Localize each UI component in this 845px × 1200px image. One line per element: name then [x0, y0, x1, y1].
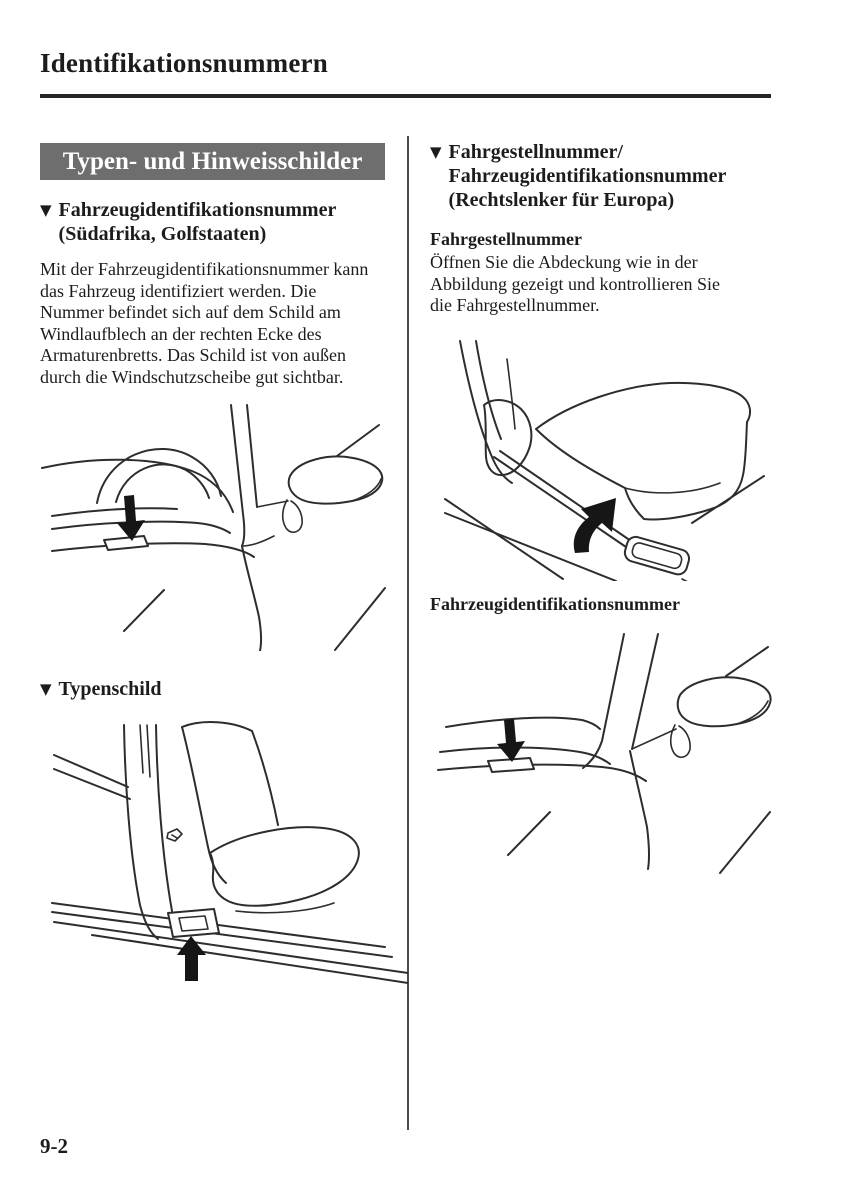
cover-plate [623, 535, 691, 577]
triangle-marker-icon: ▼ [40, 201, 52, 219]
vin-windshield-drawing [40, 399, 405, 651]
figure-fahrgestellnummer-seat [430, 333, 794, 581]
seat-cushion [536, 383, 750, 520]
door-striker [167, 829, 182, 841]
page-title: Identifikationsnummern [40, 48, 328, 78]
heading-typenschild [40, 677, 396, 701]
a-pillar [231, 405, 244, 546]
figure-typenschild-sill [40, 715, 396, 987]
type-plate [168, 909, 219, 937]
paragraph-line: Armaturenbretts. Das Schild ist von außen [40, 345, 346, 366]
paragraph-line: Windlaufblech an der rechten Ecke des [40, 323, 322, 344]
heading-line: (Rechtslenker für Europa) [448, 189, 675, 211]
seat-cushion [210, 827, 359, 906]
side-mirror [289, 456, 383, 503]
side-mirror [678, 677, 771, 726]
door-sill [445, 499, 563, 579]
figure-vin-windshield-right [430, 631, 794, 903]
door-sill [52, 903, 385, 947]
arrow-indicator-icon [497, 719, 525, 762]
heading-line: Typenschild [58, 677, 162, 700]
paragraph-vin [40, 259, 396, 389]
triangle-marker-icon: ▼ [430, 143, 442, 161]
seat-cover-drawing [430, 333, 800, 581]
paragraph-line: Mit der Fahrzeugidentifikationsnummer kann [40, 259, 369, 279]
heading-line: (Südafrika, Golfstaaten) [58, 223, 267, 245]
figure-vin-windshield-left [40, 399, 396, 651]
arrow-indicator-icon [117, 495, 145, 541]
seat-back [182, 727, 226, 883]
paragraph-line: Nummer befindet sich auf dem Schild am [40, 302, 341, 323]
triangle-marker-icon: ▼ [40, 679, 52, 698]
caption-vin: Fahrzeugidentifikationsnummer [430, 593, 680, 614]
a-pillar [583, 634, 624, 768]
paragraph-line: die Fahrgestellnummer. [430, 295, 600, 316]
vin-windshield-drawing [430, 631, 795, 903]
paragraph-line: Öffnen Sie die Abdeckung wie in der [430, 252, 698, 272]
heading-line: Fahrgestellnummer/ [448, 141, 623, 163]
heading-vin-suedafrika [40, 198, 396, 246]
heading-line: Fahrzeugidentifikationsnummer [58, 199, 337, 221]
heading-line: Fahrzeugidentifikationsnummer [448, 165, 727, 187]
typenschild-sill-drawing [40, 715, 408, 987]
left-column [40, 143, 396, 987]
paragraph-line: durch die Windschutzscheibe gut sichtbar. [40, 366, 344, 387]
page-number: 9-2 [40, 1134, 68, 1158]
vin-plate [104, 536, 148, 550]
right-column [430, 140, 794, 903]
b-pillar [124, 725, 158, 939]
paragraph-line: Abbildung gezeigt und kontrollieren Sie [430, 273, 720, 294]
paragraph-line: das Fahrzeug identifiziert werden. Die [40, 280, 317, 301]
paragraph-fahrgestellnummer [430, 252, 794, 317]
section-banner: Typen- und Hinweisschilder [40, 143, 385, 180]
subheading-fahrgestellnummer: Fahrgestellnummer [430, 229, 582, 249]
title-rule [40, 94, 771, 98]
heading-fahrgestellnummer-section [430, 140, 794, 212]
